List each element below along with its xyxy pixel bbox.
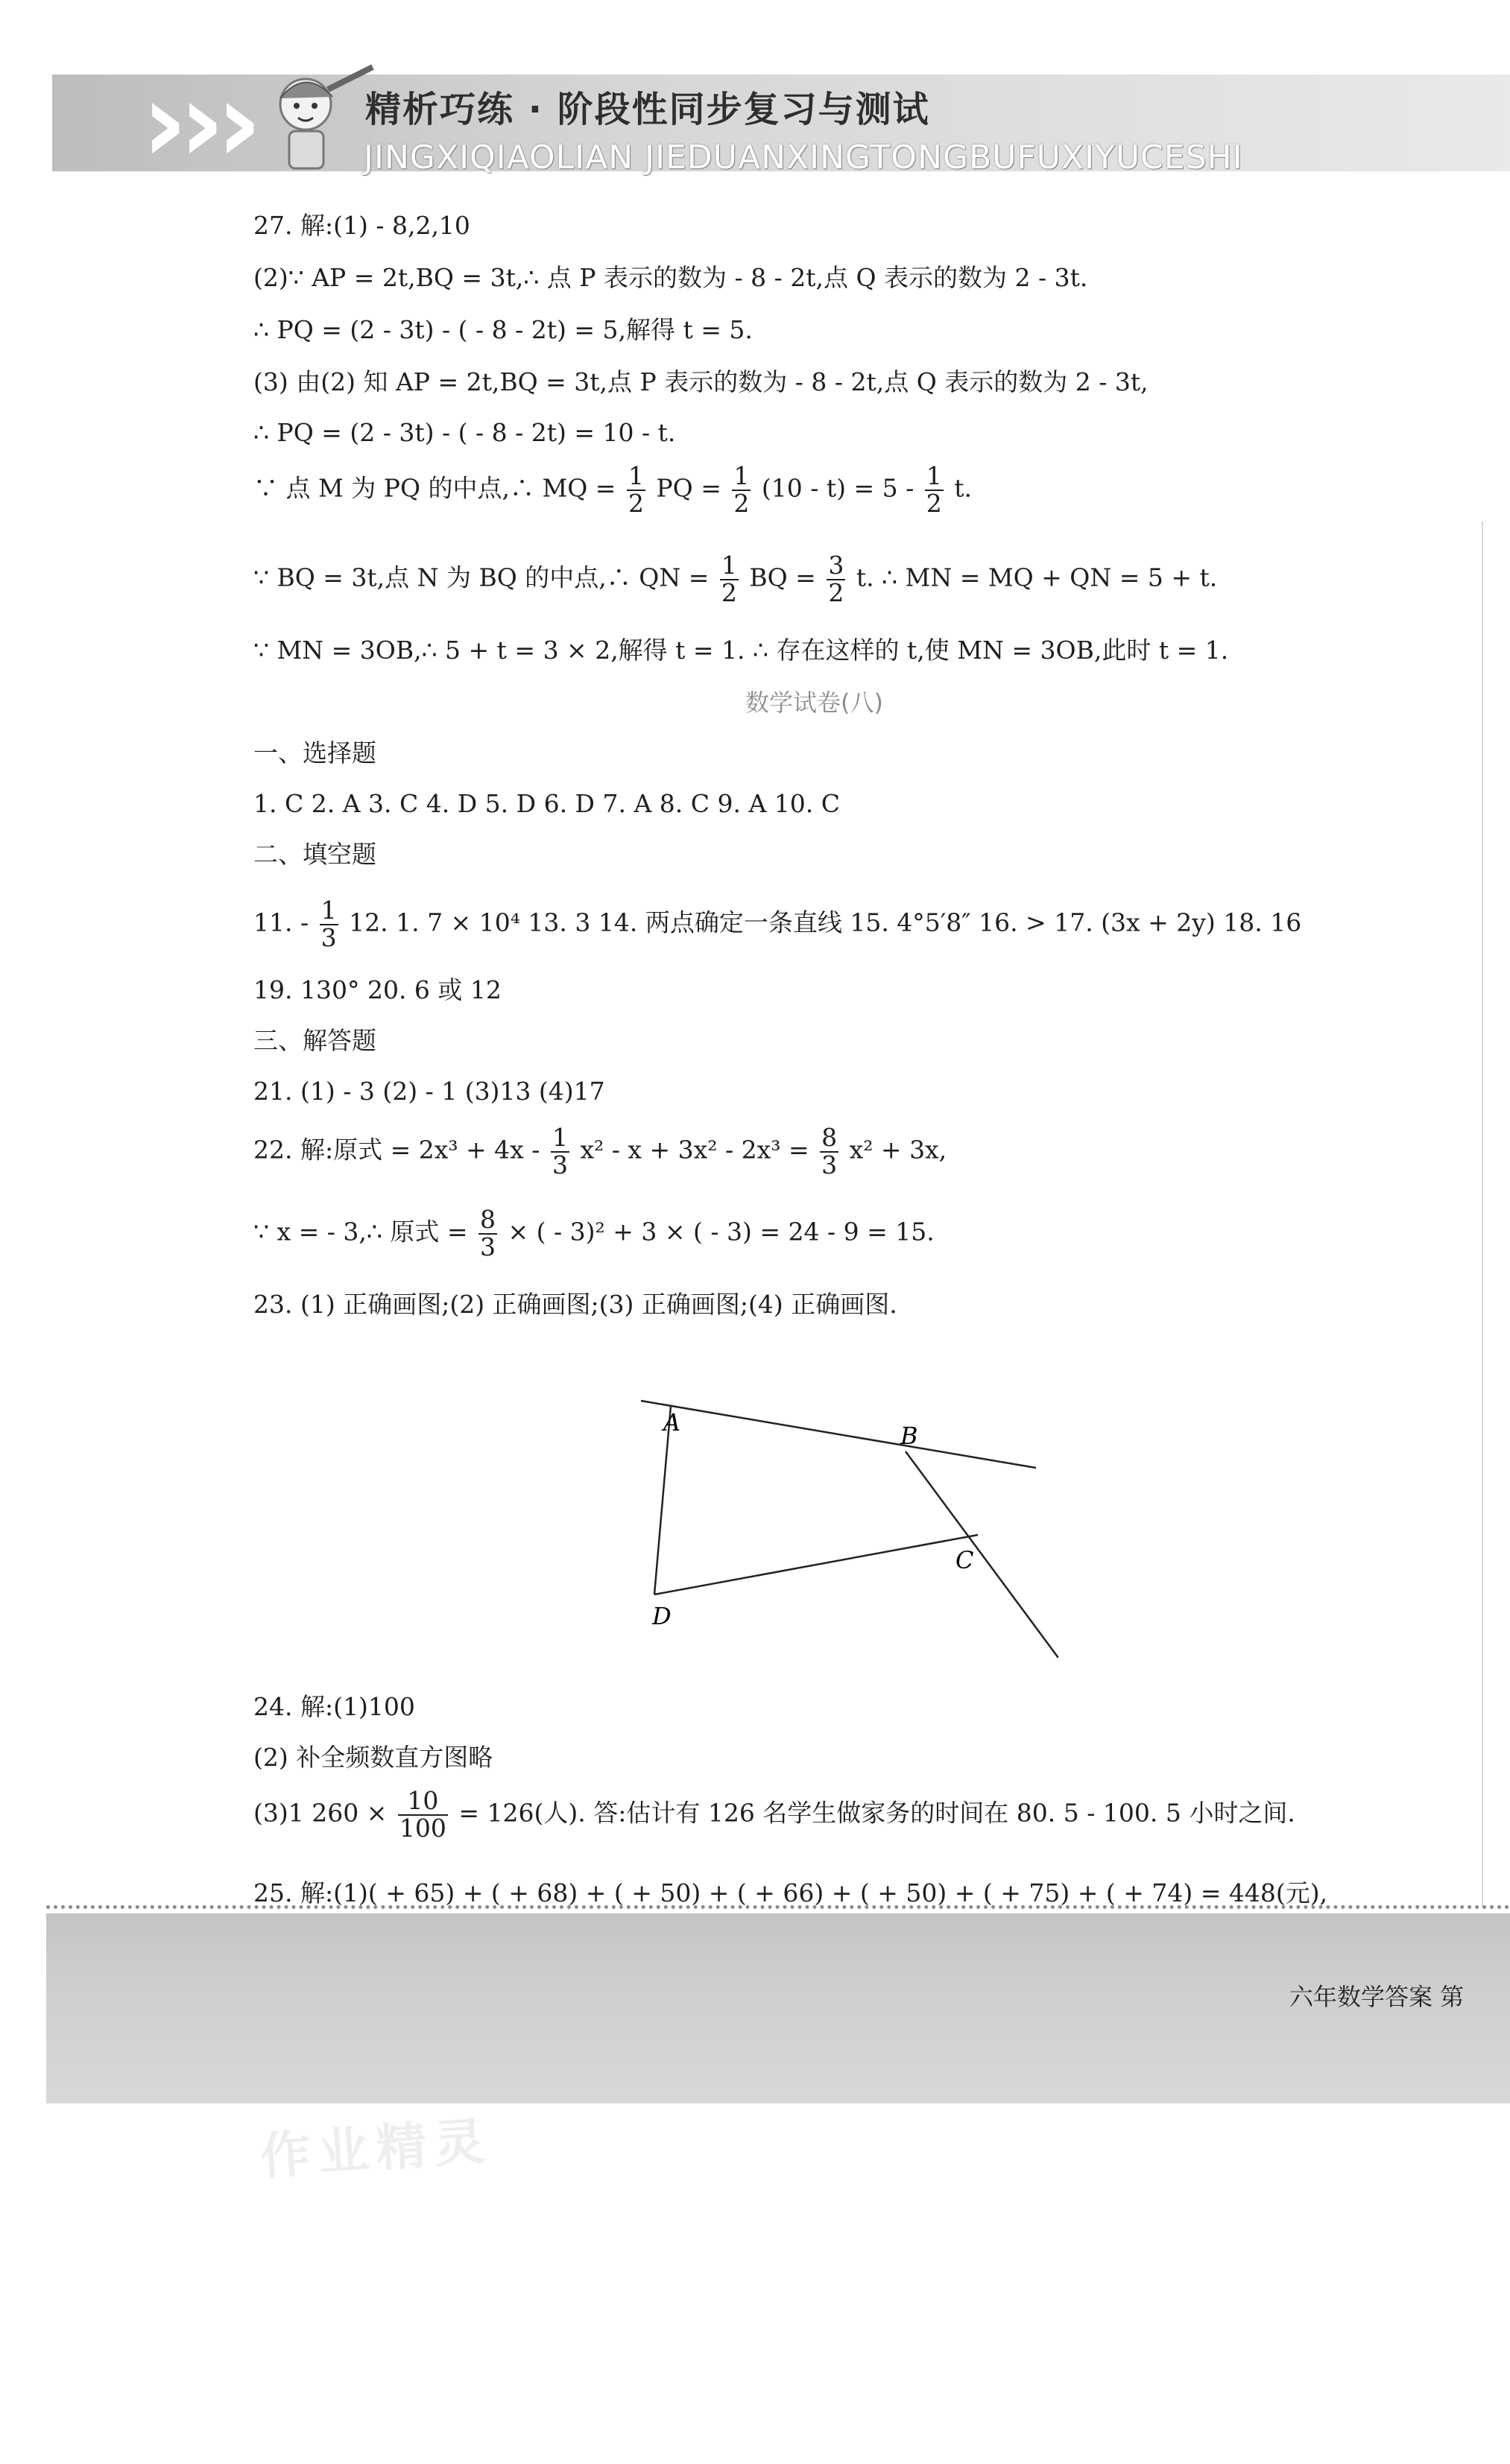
q27-line-2: (2)∵ AP = 2t,BQ = 3t,∴ 点 P 表示的数为 - 8 - 2t,点 Q 表示的数为 2 - 3t. bbox=[253, 263, 1088, 292]
denominator: 2 bbox=[733, 488, 750, 518]
q27-line-6-part: ∵ 点 M 为 PQ 的中点,∴ MQ = bbox=[253, 473, 616, 503]
numerator: 1 bbox=[552, 1123, 568, 1152]
numerator: 1 bbox=[733, 461, 750, 490]
denominator: 100 bbox=[399, 1813, 446, 1843]
footer-dotted-rule bbox=[46, 1905, 1510, 1913]
q27-line-6-part: PQ = bbox=[656, 473, 721, 503]
fill-answers-rest: 12. 1. 7 × 10⁴ 13. 3 14. 两点确定一条直线 15. 4°5′8″ 16. > 17. (3x + 2y) 18. 16 bbox=[349, 908, 1302, 937]
fraction bbox=[320, 898, 338, 951]
denominator: 2 bbox=[628, 488, 644, 518]
q22-part: 22. 解:原式 = 2x³ + 4x - bbox=[253, 1135, 540, 1165]
fraction bbox=[398, 1788, 448, 1841]
numerator: 10 bbox=[398, 1788, 448, 1816]
q27-line-6-part: t. bbox=[954, 473, 973, 503]
q24-line-1: 24. 解:(1)100 bbox=[253, 1692, 415, 1721]
fill-answers-line-1 bbox=[253, 898, 1301, 951]
q27-line-4: (3) 由(2) 知 AP = 2t,BQ = 3t,点 P 表示的数为 - 8 - 2t,点 Q 表示的数为 2 - 3t, bbox=[253, 367, 1149, 396]
chevron-right-icon: › bbox=[179, 58, 225, 188]
denominator: 2 bbox=[828, 577, 844, 607]
q27-line-8: ∵ MN = 3OB,∴ 5 + t = 3 × 2,解得 t = 1. ∴ 存在这样的 t,使 MN = 3OB,此时 t = 1. bbox=[253, 636, 1229, 665]
q27-line-7-part: ∵ BQ = 3t,点 N 为 BQ 的中点,∴ QN = bbox=[253, 563, 710, 592]
fill-answers-line-2: 19. 130° 20. 6 或 12 bbox=[253, 975, 502, 1004]
q24-part: = 126(人). 答:估计有 126 名学生做家务的时间在 80. 5 - 100. 5 小时之间. bbox=[458, 1798, 1295, 1828]
q27-line-6-part: (10 - t) = 5 - bbox=[761, 473, 914, 503]
brand-pinyin: JINGXIQIAOLIAN JIEDUANXINGTONGBUFUXIYUCESHI bbox=[364, 139, 1243, 177]
point-label-d: D bbox=[652, 1602, 672, 1630]
q22-part: x² - x + 3x² - 2x³ = bbox=[580, 1135, 809, 1165]
fraction bbox=[551, 1125, 569, 1178]
q27-line-7-part: t. ∴ MN = MQ + QN = 5 + t. bbox=[856, 563, 1218, 592]
q24-line-2: (2) 补全频数直方图略 bbox=[253, 1743, 493, 1772]
numerator: 8 bbox=[821, 1123, 838, 1152]
page-divider bbox=[1482, 522, 1483, 1907]
q22-line-1 bbox=[253, 1125, 947, 1178]
fill-answer-11: 11. - bbox=[253, 908, 309, 937]
q24-part: (3)1 260 × bbox=[253, 1798, 388, 1828]
q24-line-3 bbox=[253, 1788, 1295, 1841]
point-label-a: A bbox=[663, 1408, 681, 1437]
numerator: 8 bbox=[479, 1205, 496, 1234]
q27-line-1: 27. 解:(1) - 8,2,10 bbox=[253, 211, 470, 240]
q22-part: x² + 3x, bbox=[849, 1135, 947, 1165]
numerator: 3 bbox=[828, 551, 844, 580]
brand-title: 精析巧练 · 阶段性同步复习与测试 bbox=[365, 89, 930, 130]
q22-part: × ( - 3)² + 3 × ( - 3) = 24 - 9 = 15. bbox=[508, 1217, 935, 1247]
q25-line-1: 25. 解:(1)( + 65) + ( + 68) + ( + 50) + ( + 66) + ( + 50) + ( + 75) + ( + 74) = 448(元), bbox=[253, 1878, 1328, 1907]
q21-answer: 21. (1) - 3 (2) - 1 (3)13 (4)17 bbox=[253, 1077, 605, 1106]
q23-answer: 23. (1) 正确画图;(2) 正确画图;(3) 正确画图;(4) 正确画图. bbox=[253, 1290, 897, 1319]
fraction bbox=[925, 463, 944, 516]
fraction bbox=[732, 463, 751, 516]
denominator: 2 bbox=[721, 577, 737, 607]
denominator: 3 bbox=[552, 1150, 568, 1179]
section-title-solve: 三、解答题 bbox=[253, 1026, 376, 1055]
q22-part: ∵ x = - 3,∴ 原式 = bbox=[253, 1217, 468, 1247]
q27-line-3: ∴ PQ = (2 - 3t) - ( - 8 - 2t) = 5,解得 t = 5. bbox=[253, 315, 753, 344]
numerator: 1 bbox=[721, 551, 737, 580]
point-label-c: C bbox=[955, 1546, 974, 1574]
q27-line-5: ∴ PQ = (2 - 3t) - ( - 8 - 2t) = 10 - t. bbox=[253, 418, 676, 447]
fraction bbox=[720, 553, 739, 606]
geometry-figure bbox=[626, 1378, 1058, 1662]
q27-line-7 bbox=[253, 553, 1217, 606]
q22-line-2 bbox=[253, 1207, 935, 1260]
numerator: 1 bbox=[926, 461, 942, 490]
chevron-right-icon: › bbox=[142, 58, 188, 188]
denominator: 3 bbox=[821, 1150, 838, 1179]
chevron-right-icon: › bbox=[216, 58, 262, 188]
paper-title: 数学试卷(八) bbox=[745, 688, 883, 717]
denominator: 3 bbox=[320, 922, 337, 952]
line-ab bbox=[641, 1401, 1036, 1468]
section-title-choice: 一、选择题 bbox=[253, 738, 376, 767]
q27-line-6 bbox=[253, 463, 972, 516]
fraction bbox=[827, 553, 845, 606]
fraction bbox=[820, 1125, 838, 1178]
numerator: 1 bbox=[320, 896, 337, 925]
point-label-b: B bbox=[900, 1422, 918, 1450]
fraction bbox=[627, 463, 645, 516]
choice-answers: 1. C 2. A 3. C 4. D 5. D 6. D 7. A 8. C 9. A 10. C bbox=[253, 789, 841, 818]
denominator: 2 bbox=[926, 488, 942, 518]
ray-bc bbox=[906, 1451, 1058, 1658]
segment-dc bbox=[654, 1535, 978, 1594]
numerator: 1 bbox=[628, 461, 644, 490]
denominator: 3 bbox=[479, 1232, 496, 1261]
q27-line-7-part: BQ = bbox=[749, 563, 816, 592]
footer-page-label: 六年数学答案 第 bbox=[1289, 1983, 1465, 2011]
section-title-fill: 二、填空题 bbox=[253, 840, 376, 869]
fraction bbox=[478, 1207, 497, 1260]
watermark: 作业精灵 bbox=[258, 2112, 494, 2188]
